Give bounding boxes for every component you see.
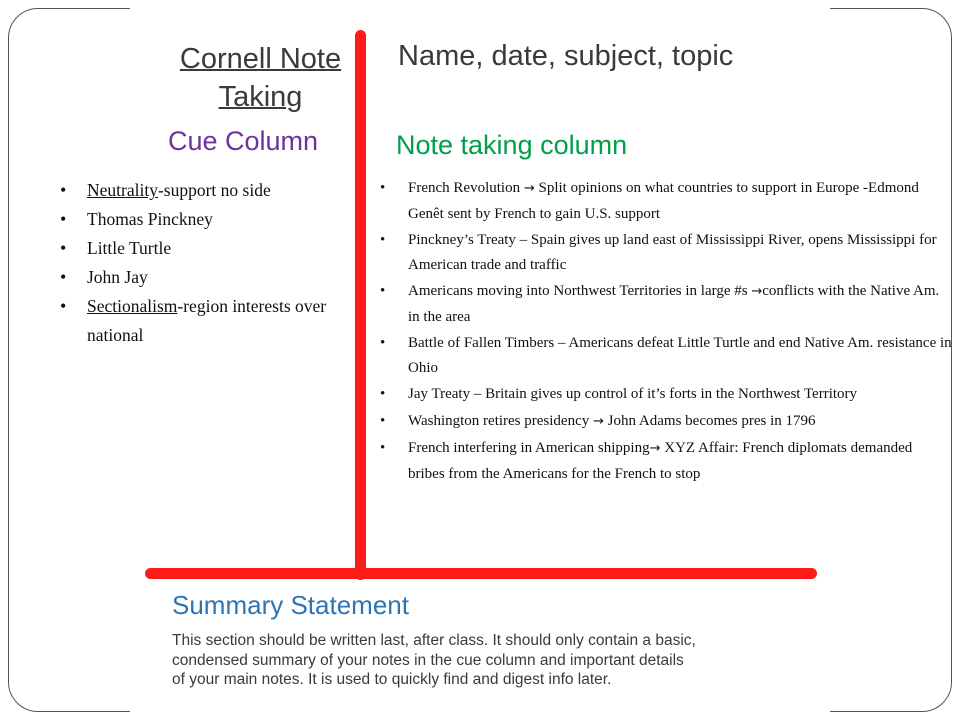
summary-line: of your main notes. It is used to quickly find and digest info later. [172,671,612,688]
cue-item [60,234,350,263]
summary-line: This section should be written last, after class. It should only contain a basic, [172,632,696,649]
note-text: John Adams becomes pres in 1796 [603,412,816,429]
cue-text: Little Turtle [87,238,172,258]
note-item [380,436,952,486]
summary-body [172,631,822,690]
note-item [380,279,952,329]
header-label: Name, date, subject, topic [398,40,734,72]
cue-item [60,176,350,205]
note-item [380,409,952,435]
horizontal-divider [145,568,817,579]
summary-line: condensed summary of your notes in the cue column and important details [172,651,684,669]
note-text: French interfering in American shipping [408,440,650,456]
note-text: Split opinions on what countries to support in Europe -Edmond Genêt sent by French to gain U.S. support [408,180,919,222]
vertical-divider [355,30,366,580]
arrow-right-icon: → [649,441,661,456]
cue-text: -support no side [157,180,271,200]
frame-gap-bottom [130,706,830,716]
arrow-right-icon: → [751,284,763,299]
cue-text: John Jay [87,267,148,287]
cue-item [60,205,350,234]
frame-gap-top [130,4,830,14]
note-text: Washington retires presidency [408,412,593,429]
cue-item [60,292,350,350]
arrow-right-icon: → [523,181,535,196]
cue-text: -region interests over national [87,296,327,345]
note-text: French Revolution [408,180,524,196]
cue-term: Neutrality [87,180,158,200]
note-item [380,228,952,277]
note-text: XYZ Affair: French diplomats demanded bribes from the Americans for the French to stop [408,440,913,482]
note-item [380,382,952,407]
notes-column-title: Note taking column [396,130,628,160]
notes-list [380,176,952,488]
note-item [380,331,952,380]
note-text: conflicts with the Native Am. in the area [408,283,940,325]
note-text: Pinckney’s Treaty – Spain gives up land east of Mississippi River, opens Mississippi for American trade and traffic [408,232,937,273]
cornell-title [168,40,353,116]
note-text: Battle of Fallen Timbers – Americans defeat Little Turtle and end Native Am. resistance in Ohio [408,335,952,376]
cue-item [60,263,350,292]
cue-list [60,176,350,350]
note-text: Americans moving into Northwest Territories in large #s [408,283,752,299]
cornell-title-line1: Cornell Note [179,43,342,75]
cue-term: Sectionalism [87,296,178,316]
summary-title: Summary Statement [172,590,409,620]
cue-column-title: Cue Column [168,126,319,156]
cue-text: Thomas Pinckney [87,209,213,229]
note-text: Jay Treaty – Britain gives up control of it’s forts in the Northwest Territory [408,386,858,402]
arrow-right-icon: → [593,413,604,429]
note-item [380,176,952,226]
cornell-title-line2: Taking [218,81,303,113]
